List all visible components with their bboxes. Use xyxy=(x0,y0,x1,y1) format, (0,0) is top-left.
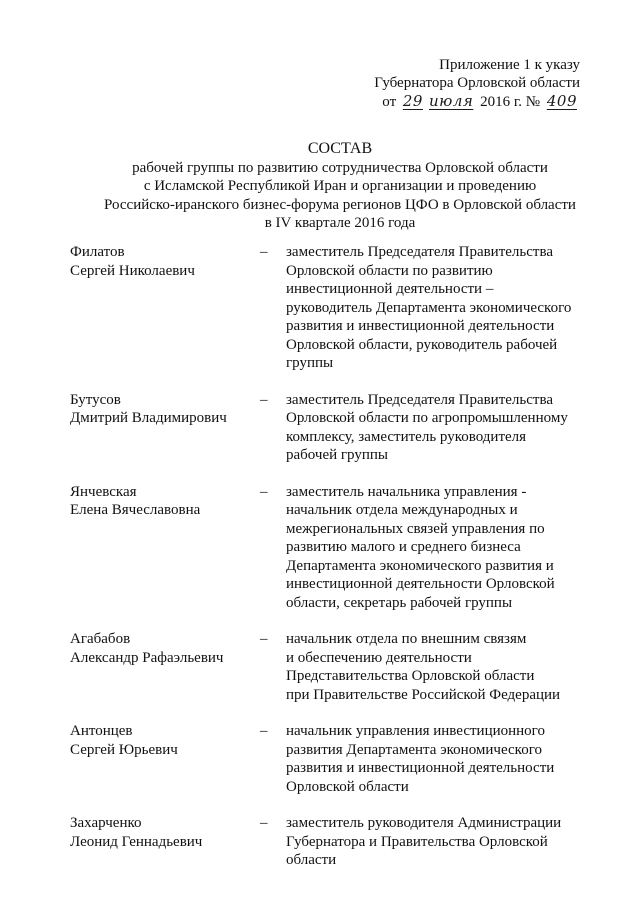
role-line: межрегиональных связей управления по xyxy=(286,520,545,537)
member-surname: Бутусов xyxy=(70,391,121,408)
member-given-name: Сергей Николаевич xyxy=(70,262,195,279)
document-title xyxy=(40,140,640,233)
role-line: начальник отдела по внешним связям xyxy=(286,631,527,647)
member-given-name: Елена Вячеславовна xyxy=(70,502,201,518)
role-line: развития Департамента экономического xyxy=(286,741,542,758)
role-line: комплексу, заместитель руководителя xyxy=(286,428,527,445)
role-line: инвестиционной деятельности Орловской xyxy=(286,576,555,592)
member-dash: – xyxy=(260,631,268,647)
appendix-line-2: Губернатора Орловской области xyxy=(374,75,580,91)
member-row xyxy=(70,243,590,373)
role-line: при Правительстве Российской Федерации xyxy=(286,686,561,703)
title-line-2: с Исламской Республикой Иран и организации и проведению xyxy=(143,178,537,194)
member-dash: – xyxy=(260,815,268,831)
role-line: и обеспечению деятельности xyxy=(286,649,472,666)
appendix-line-1: Приложение 1 к указу xyxy=(439,57,580,73)
member-row xyxy=(70,391,590,465)
role-line: рабочей группы xyxy=(286,447,388,463)
members-list xyxy=(70,243,590,870)
member-role xyxy=(286,483,586,613)
title-heading: СОСТАВ xyxy=(307,140,373,157)
member-name xyxy=(70,391,260,465)
role-line: развития и инвестиционной деятельности xyxy=(286,318,555,334)
member-dash: – xyxy=(260,723,268,739)
handwritten-day: 29 xyxy=(402,92,423,110)
member-row xyxy=(70,630,590,704)
member-surname: Захарченко xyxy=(70,815,142,831)
member-role xyxy=(286,722,586,796)
member-given-name: Сергей Юрьевич xyxy=(70,741,178,758)
member-surname: Янчевская xyxy=(70,483,137,500)
member-given-name: Леонид Геннадьевич xyxy=(70,833,203,850)
date-year-number-label: 2016 г. № xyxy=(480,94,541,110)
role-line: заместитель начальника управления - xyxy=(286,483,527,500)
role-line: Орловской области, руководитель рабочей xyxy=(286,336,558,353)
member-role xyxy=(286,391,586,465)
member-role xyxy=(286,814,586,870)
role-line: группы xyxy=(286,355,334,371)
role-line: заместитель Председателя Правительства xyxy=(286,244,554,260)
handwritten-number: 409 xyxy=(546,92,577,110)
member-name xyxy=(70,483,260,613)
role-line: Орловской области по развитию xyxy=(286,262,493,279)
role-line: заместитель Председателя Правительства xyxy=(286,391,554,408)
handwritten-month: июля xyxy=(428,92,474,110)
member-row xyxy=(70,722,590,796)
member-dash: – xyxy=(260,391,268,408)
title-line-4: в IV квартале 2016 года xyxy=(264,215,416,231)
title-line-1: рабочей группы по развитию сотрудничества Орловской области xyxy=(132,159,548,176)
appendix-date-line xyxy=(330,92,580,111)
role-line: Орловской области xyxy=(286,778,409,795)
role-line: Губернатора и Правительства Орловской xyxy=(286,833,548,850)
member-role xyxy=(286,243,586,373)
member-row xyxy=(70,483,590,613)
role-line: развитию малого и среднего бизнеса xyxy=(286,539,521,555)
role-line: начальник отдела международных и xyxy=(286,502,518,518)
member-surname: Антонцев xyxy=(70,723,133,739)
role-line: Орловской области по агропромышленному xyxy=(286,410,568,426)
member-given-name: Дмитрий Владимирович xyxy=(70,410,227,426)
member-surname: Филатов xyxy=(70,244,125,260)
role-line: инвестиционной деятельности – xyxy=(286,281,494,297)
member-dash: – xyxy=(260,244,268,260)
title-line-3: Российско-иранского бизнес-форума регионов ЦФО в Орловской области xyxy=(104,196,576,213)
appendix-header xyxy=(330,56,580,111)
role-line: заместитель руководителя Администрации xyxy=(286,815,562,831)
member-row xyxy=(70,814,590,870)
member-dash: – xyxy=(260,483,268,500)
role-line: области xyxy=(286,852,337,868)
role-line: развития и инвестиционной деятельности xyxy=(286,760,555,776)
member-name xyxy=(70,243,260,373)
role-line: области, секретарь рабочей группы xyxy=(286,594,513,611)
member-name xyxy=(70,814,260,870)
role-line: руководитель Департамента экономического xyxy=(286,299,572,316)
member-name xyxy=(70,630,260,704)
member-given-name: Александр Рафаэльевич xyxy=(70,649,224,666)
role-line: Департамента экономического развития и xyxy=(286,557,554,574)
date-prefix: от xyxy=(382,94,397,110)
member-name xyxy=(70,722,260,796)
member-role xyxy=(286,630,586,704)
member-surname: Агабабов xyxy=(70,631,131,647)
role-line: начальник управления инвестиционного xyxy=(286,723,545,739)
role-line: Представительства Орловской области xyxy=(286,668,535,684)
